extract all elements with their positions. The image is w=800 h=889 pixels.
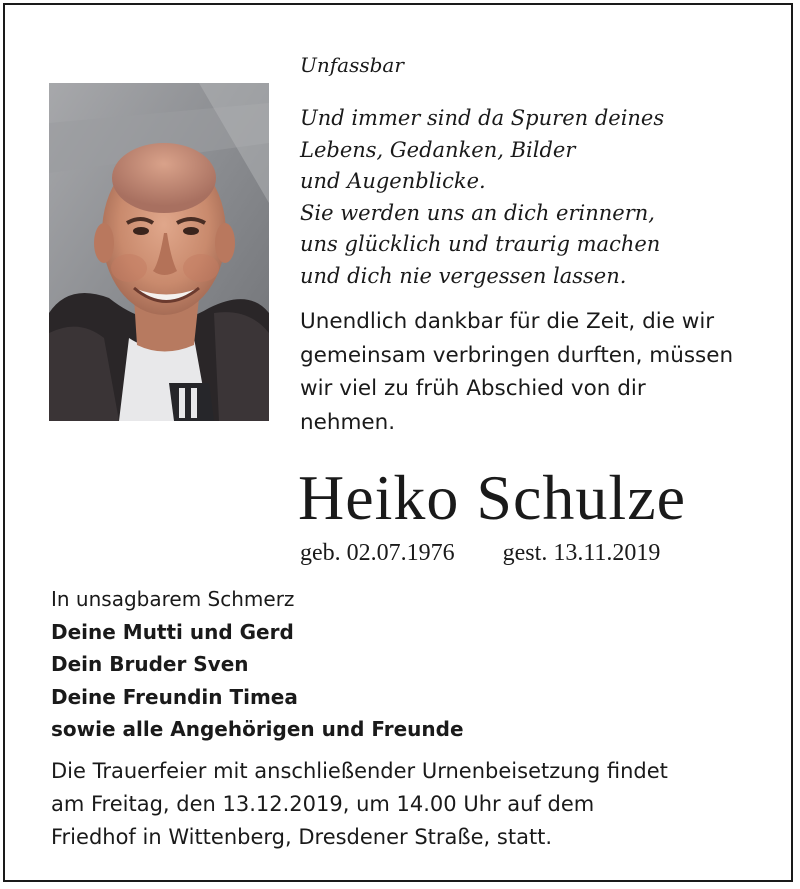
obituary-frame bbox=[3, 3, 793, 882]
poem-line: Lebens, Gedanken, Bilder bbox=[300, 137, 576, 162]
mourner-entry: Dein Bruder Sven bbox=[51, 652, 249, 676]
mourner-entry: Deine Mutti und Gerd bbox=[51, 619, 294, 644]
gratitude-text bbox=[300, 305, 780, 439]
service-line: Friedhof in Wittenberg, Dresdener Straße, statt. bbox=[51, 825, 553, 849]
service-line: am Freitag, den 13.12.2019, um 14.00 Uhr auf dem bbox=[51, 792, 595, 816]
gratitude-line: wir viel zu früh Abschied von dir bbox=[300, 376, 646, 401]
mourner-entry: sowie alle Angehörigen und Freunde bbox=[51, 717, 464, 741]
mourners-list bbox=[51, 583, 751, 746]
life-dates bbox=[300, 538, 660, 568]
poem-line: und dich nie vergessen lassen. bbox=[300, 263, 627, 288]
mourners-intro: In unsagbarem Schmerz bbox=[51, 587, 295, 611]
gratitude-line: gemeinsam verbringen durften, müssen bbox=[300, 342, 734, 368]
poem-line: Und immer sind da Spuren deines bbox=[300, 106, 665, 130]
deceased-name: Heiko Schulze bbox=[298, 462, 686, 533]
poem-line: Sie werden uns an dich erinnern, bbox=[300, 200, 655, 225]
portrait-photo bbox=[49, 83, 269, 421]
service-line: Die Trauerfeier mit anschließender Urnenbeisetzung findet bbox=[51, 759, 668, 783]
funeral-service-info bbox=[51, 755, 771, 854]
poem bbox=[300, 103, 770, 292]
heading-unfassbar: Unfassbar bbox=[300, 53, 404, 77]
gratitude-line: nehmen. bbox=[300, 409, 396, 435]
birth-date: geb. 02.07.1976 bbox=[300, 540, 455, 566]
death-date: gest. 13.11.2019 bbox=[502, 540, 661, 566]
portrait-illustration bbox=[49, 83, 269, 421]
poem-line: und Augenblicke. bbox=[300, 169, 486, 193]
gratitude-line: Unendlich dankbar für die Zeit, die wir bbox=[300, 309, 715, 334]
poem-line: uns glücklich und traurig machen bbox=[300, 232, 661, 256]
mourner-entry: Deine Freundin Timea bbox=[51, 684, 298, 709]
